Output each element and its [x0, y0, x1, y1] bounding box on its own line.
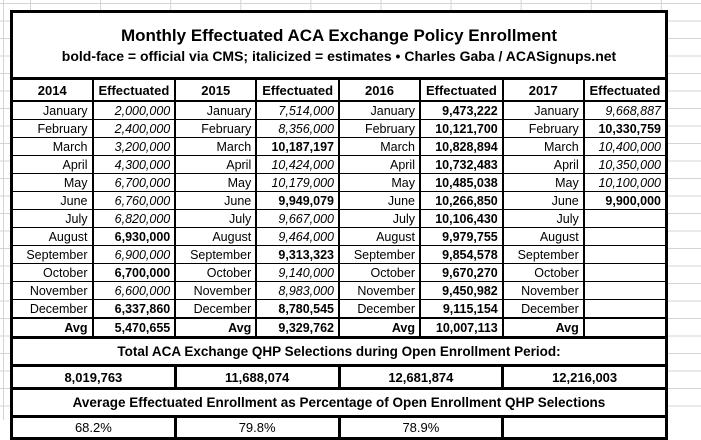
month-label-cell[interactable]: October	[175, 264, 256, 282]
month-label-cell[interactable]: February	[12, 120, 93, 138]
value-cell[interactable]: 6,700,000	[93, 174, 176, 192]
value-cell[interactable]: 6,600,000	[93, 282, 176, 300]
month-label-cell[interactable]: August	[503, 228, 584, 246]
value-cell[interactable]: 10,330,759	[584, 120, 667, 138]
value-cell[interactable]: 10,100,000	[584, 174, 667, 192]
month-label-cell[interactable]: May	[503, 174, 584, 192]
table-body	[12, 12, 667, 102]
pct-values-row	[12, 417, 667, 439]
month-label-cell[interactable]: November	[12, 282, 93, 300]
oep-total-header-cell[interactable]: Total ACA Exchange QHP Selections during Open Enrollment Period:	[12, 338, 667, 366]
month-label-cell[interactable]: June	[175, 192, 256, 210]
value-cell[interactable]: 8,780,545	[256, 300, 339, 319]
month-label-cell[interactable]: January	[12, 101, 93, 120]
value-cell[interactable]: 9,854,578	[420, 246, 503, 264]
month-row	[12, 101, 667, 120]
effectuated-header-cell-2017[interactable]: Effectuated	[584, 79, 667, 102]
avg-value-cell[interactable]	[584, 318, 667, 338]
month-row	[12, 120, 667, 138]
value-cell[interactable]: 9,464,000	[256, 228, 339, 246]
value-cell[interactable]: 6,700,000	[93, 264, 176, 282]
month-label-cell[interactable]: December	[175, 300, 256, 319]
month-label-cell[interactable]: April	[12, 156, 93, 174]
value-cell[interactable]: 10,121,700	[420, 120, 503, 138]
title-cell[interactable]	[12, 12, 667, 79]
month-label-cell[interactable]: September	[175, 246, 256, 264]
month-label-cell[interactable]: May	[339, 174, 420, 192]
month-label-cell[interactable]: January	[503, 101, 584, 120]
value-cell[interactable]: 6,337,860	[93, 300, 176, 319]
month-label-cell[interactable]: January	[175, 101, 256, 120]
value-cell[interactable]	[584, 264, 667, 282]
oep-total-cell[interactable]: 8,019,763	[12, 366, 176, 389]
value-cell[interactable]: 2,400,000	[93, 120, 176, 138]
month-label-cell[interactable]: June	[503, 192, 584, 210]
pct-value-cell[interactable]: 79.8%	[175, 417, 339, 439]
month-label-cell[interactable]: August	[339, 228, 420, 246]
year-header-cell-2017[interactable]: 2017	[503, 79, 584, 102]
month-label-cell[interactable]: November	[339, 282, 420, 300]
month-label-cell[interactable]: April	[503, 156, 584, 174]
year-header-cell-2014[interactable]: 2014	[12, 79, 93, 102]
value-cell[interactable]: 9,115,154	[420, 300, 503, 319]
value-cell[interactable]: 10,828,894	[420, 138, 503, 156]
month-label-cell[interactable]: March	[175, 138, 256, 156]
value-cell[interactable]: 10,350,000	[584, 156, 667, 174]
avg-value-cell[interactable]: 5,470,655	[93, 318, 176, 338]
year-header-row	[12, 79, 667, 102]
month-label-cell[interactable]: August	[175, 228, 256, 246]
month-label-cell[interactable]: September	[503, 246, 584, 264]
value-cell[interactable]	[584, 246, 667, 264]
value-cell[interactable]: 10,424,000	[256, 156, 339, 174]
month-label-cell[interactable]: December	[339, 300, 420, 319]
month-label-cell[interactable]: March	[503, 138, 584, 156]
value-cell[interactable]: 9,450,982	[420, 282, 503, 300]
value-cell[interactable]: 9,473,222	[420, 101, 503, 120]
month-label-cell[interactable]: September	[339, 246, 420, 264]
month-label-cell[interactable]: February	[175, 120, 256, 138]
month-label-cell[interactable]: October	[339, 264, 420, 282]
month-label-cell[interactable]: June	[339, 192, 420, 210]
month-label-cell[interactable]: May	[175, 174, 256, 192]
month-label-cell[interactable]: August	[12, 228, 93, 246]
year-header-cell-2016[interactable]: 2016	[339, 79, 420, 102]
month-row	[12, 174, 667, 192]
month-label-cell[interactable]: July	[503, 210, 584, 228]
month-label-cell[interactable]: January	[339, 101, 420, 120]
value-cell[interactable]: 9,979,755	[420, 228, 503, 246]
value-cell[interactable]	[584, 282, 667, 300]
oep-total-header-row	[12, 338, 667, 366]
value-cell[interactable]: 10,732,483	[420, 156, 503, 174]
value-cell[interactable]: 9,668,887	[584, 101, 667, 120]
month-label-cell[interactable]: November	[175, 282, 256, 300]
month-row	[12, 246, 667, 264]
pct-value-cell[interactable]: 78.9%	[339, 417, 503, 439]
value-cell[interactable]: 6,900,000	[93, 246, 176, 264]
month-label-cell[interactable]: March	[339, 138, 420, 156]
month-label-cell[interactable]: February	[503, 120, 584, 138]
value-cell[interactable]: 3,200,000	[93, 138, 176, 156]
avg-label-cell[interactable]: Avg	[503, 318, 584, 338]
month-label-cell[interactable]: December	[503, 300, 584, 319]
pct-header-cell[interactable]: Average Effectuated Enrollment as Percentage of Open Enrollment QHP Selections	[12, 389, 667, 417]
avg-row	[12, 318, 667, 338]
month-label-cell[interactable]: February	[339, 120, 420, 138]
value-cell[interactable]: 9,140,000	[256, 264, 339, 282]
value-cell[interactable]: 9,900,000	[584, 192, 667, 210]
value-cell[interactable]: 9,670,270	[420, 264, 503, 282]
value-cell[interactable]	[584, 210, 667, 228]
month-row	[12, 138, 667, 156]
avg-label-cell[interactable]: Avg	[12, 318, 93, 338]
year-header-cell-2015[interactable]: 2015	[175, 79, 256, 102]
avg-label-cell[interactable]: Avg	[175, 318, 256, 338]
month-row	[12, 264, 667, 282]
month-row	[12, 192, 667, 210]
value-cell[interactable]: 9,667,000	[256, 210, 339, 228]
effectuated-header-cell-2015[interactable]: Effectuated	[256, 79, 339, 102]
month-label-cell[interactable]: December	[12, 300, 93, 319]
value-cell[interactable]: 10,179,000	[256, 174, 339, 192]
page-subtitle: bold-face = official via CMS; italicized = estimates • Charles Gaba / ACASignups.net	[61, 48, 617, 64]
value-cell[interactable]: 6,760,000	[93, 192, 176, 210]
effectuated-header-cell-2016[interactable]: Effectuated	[420, 79, 503, 102]
pct-header-row	[12, 389, 667, 417]
month-label-cell[interactable]: October	[503, 264, 584, 282]
month-label-cell[interactable]: July	[175, 210, 256, 228]
value-cell[interactable]: 10,266,850	[420, 192, 503, 210]
avg-label-cell[interactable]: Avg	[339, 318, 420, 338]
value-cell[interactable]: 10,187,197	[256, 138, 339, 156]
value-cell[interactable]: 8,983,000	[256, 282, 339, 300]
month-label-cell[interactable]: July	[12, 210, 93, 228]
page-title: Monthly Effectuated ACA Exchange Policy Enrollment	[120, 26, 558, 45]
value-cell[interactable]: 9,949,079	[256, 192, 339, 210]
avg-value-cell[interactable]: 10,007,113	[420, 318, 503, 338]
oep-total-cell[interactable]: 12,216,003	[503, 366, 667, 389]
month-label-cell[interactable]: May	[12, 174, 93, 192]
oep-totals-row	[12, 366, 667, 389]
month-row	[12, 300, 667, 319]
value-cell[interactable]: 10,400,000	[584, 138, 667, 156]
value-cell[interactable]: 10,106,430	[420, 210, 503, 228]
pct-value-cell[interactable]	[503, 417, 667, 439]
month-label-cell[interactable]: April	[339, 156, 420, 174]
value-cell[interactable]: 2,000,000	[93, 101, 176, 120]
effectuated-header-cell-2014[interactable]: Effectuated	[93, 79, 176, 102]
pct-value-cell[interactable]: 68.2%	[12, 417, 176, 439]
month-rows	[12, 101, 667, 318]
month-label-cell[interactable]: July	[339, 210, 420, 228]
value-cell[interactable]: 9,313,323	[256, 246, 339, 264]
month-label-cell[interactable]: June	[12, 192, 93, 210]
value-cell[interactable]: 8,356,000	[256, 120, 339, 138]
value-cell[interactable]	[584, 228, 667, 246]
month-label-cell[interactable]: November	[503, 282, 584, 300]
value-cell[interactable]	[584, 300, 667, 319]
value-cell[interactable]: 6,930,000	[93, 228, 176, 246]
month-row	[12, 210, 667, 228]
value-cell[interactable]: 4,300,000	[93, 156, 176, 174]
month-row	[12, 156, 667, 174]
oep-total-cell[interactable]: 11,688,074	[175, 366, 339, 389]
month-label-cell[interactable]: September	[12, 246, 93, 264]
value-cell[interactable]: 7,514,000	[256, 101, 339, 120]
avg-value-cell[interactable]: 9,329,762	[256, 318, 339, 338]
title-row	[12, 12, 667, 79]
month-row	[12, 282, 667, 300]
month-label-cell[interactable]: October	[12, 264, 93, 282]
month-label-cell[interactable]: March	[12, 138, 93, 156]
enrollment-table	[10, 10, 668, 440]
month-row	[12, 228, 667, 246]
grid-line	[3, 0, 4, 420]
value-cell[interactable]: 10,485,038	[420, 174, 503, 192]
month-label-cell[interactable]: April	[175, 156, 256, 174]
value-cell[interactable]: 6,820,000	[93, 210, 176, 228]
oep-total-cell[interactable]: 12,681,874	[339, 366, 503, 389]
summary-rows	[12, 318, 667, 439]
